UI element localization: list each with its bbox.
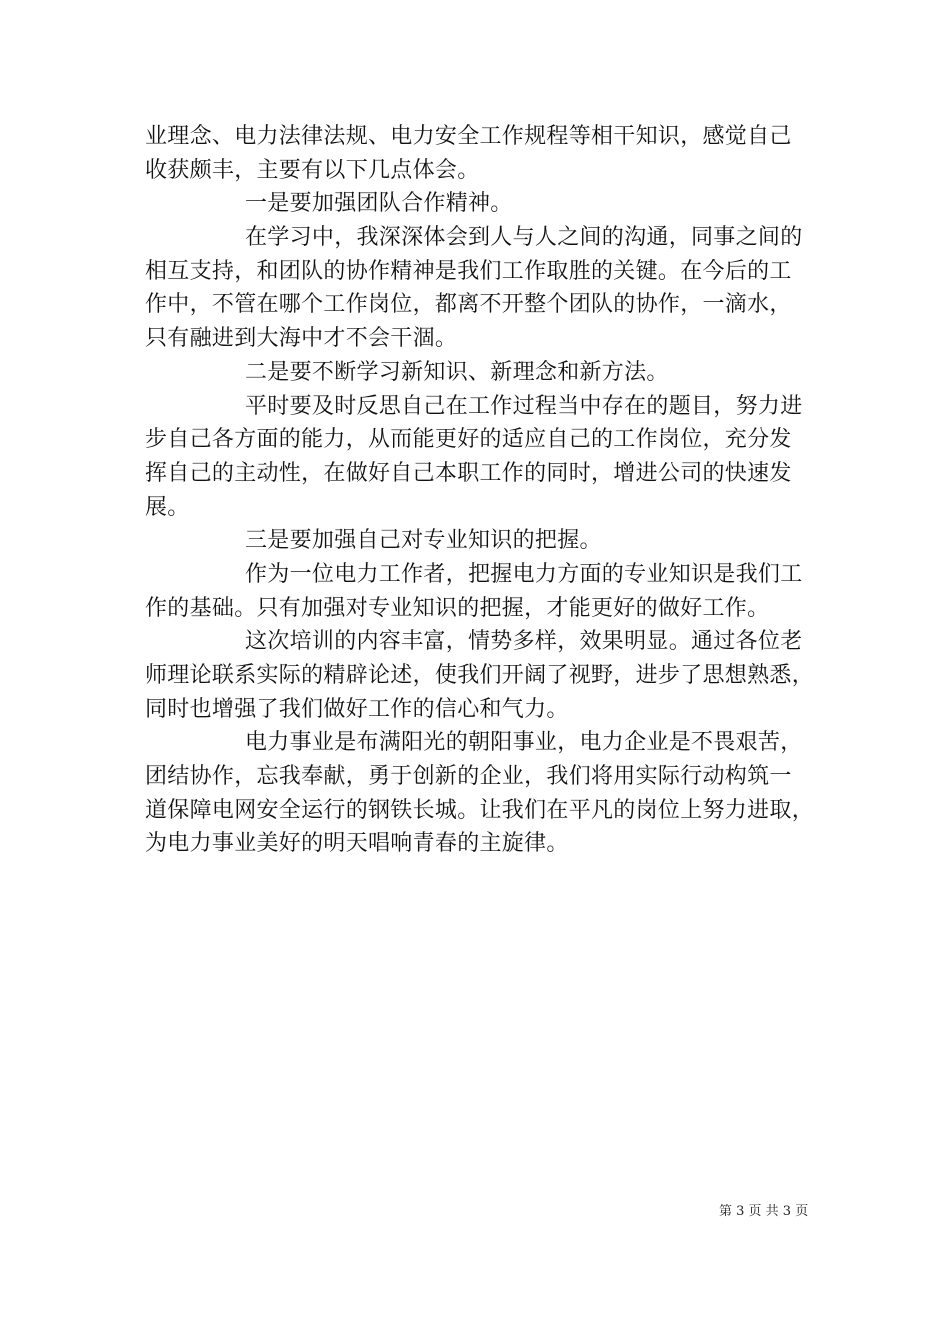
text-line: 步自己各方面的能力，从而能更好的适应自己的工作岗位，充分发 xyxy=(145,427,792,453)
section-heading: 一是要加强团队合作精神。 xyxy=(245,191,513,217)
text-line: 收获颇丰，主要有以下几点体会。 xyxy=(145,157,480,183)
text-line: 同时也增强了我们做好工作的信心和气力。 xyxy=(145,696,569,722)
text-line: 相互支持，和团队的协作精神是我们工作取胜的关键。在今后的工 xyxy=(145,258,792,284)
page-number-footer: 第 3 页 共 3 页 xyxy=(719,1204,809,1219)
text-line: 平时要及时反思自己在工作过程当中存在的题目，努力进 xyxy=(245,393,803,419)
text-line: 团结协作，忘我奉献，勇于创新的企业，我们将用实际行动构筑一 xyxy=(145,764,792,790)
text-line: 业理念、电力法律法规、电力安全工作规程等相干知识，感觉自己 xyxy=(145,124,792,149)
text-line: 为电力事业美好的明天唱响青春的主旋律。 xyxy=(145,831,569,857)
section-heading: 二是要不断学习新知识、新理念和新方法。 xyxy=(245,359,669,385)
text-line: 只有融进到大海中才不会干涸。 xyxy=(145,326,458,352)
text-line: 作的基础。只有加强对专业知识的把握，才能更好的做好工作。 xyxy=(145,595,770,621)
text-line: 作中，不管在哪个工作岗位，都离不开整个团队的协作，一滴水， xyxy=(145,292,792,318)
text-line: 作为一位电力工作者，把握电力方面的专业知识是我们工 xyxy=(245,561,803,587)
section-heading: 三是要加强自己对专业知识的把握。 xyxy=(245,528,602,554)
text-line: 挥自己的主动性，在做好自己本职工作的同时，增进公司的快速发 xyxy=(145,460,792,486)
body-text xyxy=(145,120,815,861)
text-line: 电力事业是布满阳光的朝阳事业，电力企业是不畏艰苦， xyxy=(245,730,803,756)
text-line: 在学习中，我深深体会到人与人之间的沟通，同事之间的 xyxy=(245,225,803,251)
text-line: 道保障电网安全运行的钢铁长城。让我们在平凡的岗位上努力进取， xyxy=(145,797,815,823)
text-line: 师理论联系实际的精辟论述，使我们开阔了视野，进步了思想熟悉， xyxy=(145,663,815,688)
text-line: 这次培训的内容丰富，情势多样，效果明显。通过各位老 xyxy=(245,629,803,655)
text-line: 展。 xyxy=(145,494,190,520)
